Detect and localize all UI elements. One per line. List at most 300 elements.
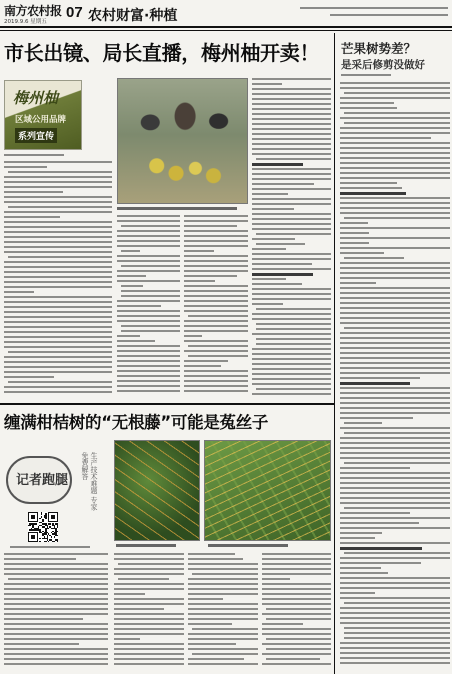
section-divider (0, 403, 334, 405)
text-line (4, 251, 112, 253)
qr-module (54, 541, 55, 542)
text-line (4, 286, 112, 288)
text-line (252, 278, 286, 280)
text-line (340, 447, 450, 449)
text-line (252, 153, 331, 155)
bottom-body-column-2 (114, 553, 184, 670)
text-line (192, 573, 258, 575)
text-line (121, 250, 140, 252)
text-line (252, 318, 331, 320)
text-line (252, 258, 331, 260)
text-line (340, 307, 450, 309)
text-line (262, 653, 331, 655)
text-line (4, 376, 54, 378)
text-line (114, 648, 184, 650)
text-line (252, 143, 331, 145)
text-line (4, 361, 112, 363)
text-line (4, 588, 108, 590)
text-line (252, 368, 331, 370)
text-line (252, 348, 331, 350)
text-line (340, 472, 450, 474)
text-line (117, 300, 180, 302)
text-line (4, 261, 112, 263)
text-line (340, 132, 450, 134)
text-line (121, 295, 180, 297)
text-line (340, 392, 450, 394)
text-line (344, 632, 450, 634)
text-line (344, 422, 382, 424)
header-website-line (330, 14, 448, 16)
text-line (184, 295, 248, 297)
text-line (121, 225, 180, 227)
text-line (340, 312, 450, 314)
text-line (184, 375, 248, 377)
text-line (252, 203, 331, 205)
text-line (340, 167, 450, 169)
text-line (340, 582, 450, 584)
qr-module (54, 536, 55, 537)
text-line (340, 372, 450, 374)
text-line (184, 350, 248, 352)
qr-code (28, 512, 58, 542)
text-line (114, 588, 184, 590)
lead-body-column-4 (252, 78, 331, 399)
qr-module (34, 518, 35, 519)
text-line (4, 558, 76, 560)
text-line (4, 573, 108, 575)
text-line (344, 432, 450, 434)
text-line (340, 572, 388, 574)
text-line (114, 653, 184, 655)
qr-module (57, 541, 58, 542)
text-line (117, 385, 180, 387)
text-line (340, 97, 450, 99)
text-line (114, 598, 184, 600)
text-line (262, 558, 331, 560)
text-line (340, 127, 450, 129)
text-line (256, 388, 331, 390)
text-line (252, 228, 331, 230)
text-line (4, 281, 112, 283)
text-line (121, 325, 180, 327)
text-line (340, 197, 450, 199)
text-line (252, 113, 331, 115)
text-line (4, 211, 112, 213)
text-line (252, 188, 331, 190)
text-line (4, 613, 108, 615)
text-line (184, 385, 248, 387)
text-line (340, 522, 419, 524)
text-line (252, 263, 312, 265)
text-line (184, 370, 248, 372)
qr-module (41, 513, 42, 514)
text-line (114, 638, 140, 640)
text-line (184, 215, 248, 217)
text-line (188, 638, 258, 640)
text-line (117, 390, 180, 392)
text-line (188, 648, 258, 650)
text-line (184, 325, 248, 327)
text-line (262, 633, 331, 635)
text-line (252, 128, 331, 130)
text-line (4, 316, 112, 318)
qr-module (42, 521, 43, 522)
text-line (4, 553, 108, 555)
text-line (340, 562, 421, 564)
text-line (4, 236, 112, 238)
text-line (262, 588, 331, 590)
text-line (188, 593, 258, 595)
text-line (340, 517, 450, 519)
text-line (340, 322, 450, 324)
text-line (252, 293, 331, 295)
section-title: 农村财富·种植 (88, 8, 178, 24)
text-line (4, 216, 60, 218)
sidebar-byline (341, 74, 391, 76)
text-line (4, 653, 108, 655)
text-line (340, 82, 450, 84)
text-line (340, 177, 450, 179)
lead-body-column-3 (184, 215, 248, 399)
text-line (4, 563, 108, 565)
text-line (188, 613, 258, 615)
text-line (252, 168, 331, 170)
text-line (344, 462, 450, 464)
text-line (340, 297, 450, 299)
text-line (192, 653, 258, 655)
text-line (184, 310, 248, 312)
qr-module (57, 521, 58, 522)
qr-module (39, 538, 40, 539)
text-line (188, 558, 243, 560)
text-line (262, 583, 331, 585)
text-line (117, 335, 140, 337)
text-line (256, 338, 331, 340)
text-line (184, 275, 237, 277)
text-line (4, 186, 112, 188)
text-line (252, 183, 314, 185)
sidebar-headline: 芒果树势差？ (341, 41, 417, 56)
text-line (117, 235, 180, 237)
text-line (117, 365, 180, 367)
text-line (188, 583, 258, 585)
text-line (340, 477, 450, 479)
text-line (340, 402, 450, 404)
text-line (4, 231, 112, 233)
text-line (340, 302, 450, 304)
text-line (340, 287, 450, 289)
text-line (340, 267, 450, 269)
text-line (252, 123, 331, 125)
text-line (121, 265, 180, 267)
text-line (4, 331, 112, 333)
text-line (262, 613, 331, 615)
qr-module (57, 531, 58, 532)
text-line (188, 663, 258, 665)
text-line (188, 553, 235, 555)
text-line (114, 618, 184, 620)
text-line (4, 346, 112, 348)
text-line (252, 88, 331, 90)
text-line (4, 603, 108, 605)
text-line (117, 370, 180, 372)
brand-line-2: 系列宣传 (15, 128, 57, 143)
text-line (4, 196, 112, 198)
text-line (252, 118, 331, 120)
lead-byline (4, 154, 64, 156)
text-line (4, 271, 112, 273)
text-line (344, 112, 450, 114)
column-badge-stamp (6, 456, 72, 504)
text-line (340, 137, 431, 139)
text-line (117, 215, 180, 217)
text-line (262, 663, 331, 665)
text-line (184, 380, 248, 382)
text-line (340, 342, 450, 344)
text-line (340, 352, 450, 354)
text-line (114, 663, 184, 665)
text-line (4, 241, 112, 243)
text-line (4, 386, 112, 388)
text-line (4, 336, 112, 338)
text-line (340, 657, 450, 659)
issue-date: 2019.9.6 星期五 (4, 19, 47, 25)
text-line (188, 643, 236, 645)
text-line (340, 407, 450, 409)
text-line (252, 378, 331, 380)
text-line (340, 547, 422, 550)
text-line (262, 598, 331, 600)
text-line (340, 157, 450, 159)
brand-promo-block (4, 80, 82, 150)
column-badge-note: 生产技术难题 专家免费解答 (81, 452, 98, 511)
text-line (188, 618, 258, 620)
text-line (4, 366, 112, 368)
text-line (8, 171, 112, 173)
text-line (340, 212, 450, 214)
text-line (252, 138, 331, 140)
text-line (344, 327, 450, 329)
text-line (266, 638, 331, 640)
text-line (252, 148, 331, 150)
text-line (340, 282, 376, 284)
text-line (4, 266, 112, 268)
text-line (340, 647, 450, 649)
text-line (340, 502, 450, 504)
text-line (340, 147, 450, 149)
text-line (340, 607, 450, 609)
text-line (184, 390, 248, 392)
text-line (256, 243, 305, 245)
text-line (252, 213, 331, 215)
text-line (252, 288, 331, 290)
qr-module (37, 541, 38, 542)
text-line (4, 321, 112, 323)
sidebar-body-column (340, 82, 450, 670)
text-line (262, 623, 303, 625)
text-line (262, 573, 331, 575)
text-line (252, 208, 294, 210)
text-line (4, 633, 108, 635)
header-rule-thin (0, 30, 452, 31)
text-line (266, 648, 331, 650)
text-line (340, 452, 450, 454)
text-line (4, 593, 108, 595)
text-line (8, 256, 112, 258)
text-line (344, 637, 450, 639)
text-line (188, 345, 248, 347)
text-line (184, 290, 248, 292)
text-line (340, 622, 450, 624)
text-line (340, 387, 450, 389)
text-line (252, 223, 331, 225)
lead-headline: 市长出镜、局长直播，梅州柚开卖！ (4, 41, 320, 65)
text-line (252, 253, 331, 255)
qr-module (41, 516, 42, 517)
text-line (188, 608, 258, 610)
text-line (114, 643, 184, 645)
text-line (117, 350, 180, 352)
bottom-body-column-4 (262, 553, 331, 670)
text-line (340, 467, 410, 469)
text-line (340, 537, 375, 539)
text-line (117, 245, 180, 247)
text-line (4, 291, 34, 293)
text-line (8, 351, 112, 353)
text-line (262, 628, 331, 630)
text-line (252, 298, 331, 300)
text-line (340, 617, 450, 619)
text-line (4, 623, 108, 625)
text-line (117, 355, 180, 357)
text-line (340, 512, 410, 514)
text-line (117, 255, 180, 257)
text-line (252, 358, 331, 360)
text-line (340, 597, 450, 599)
text-line (262, 578, 290, 580)
qr-module (48, 528, 49, 529)
text-line (340, 652, 450, 654)
text-line (188, 658, 244, 660)
text-line (266, 658, 320, 660)
text-line (188, 578, 258, 580)
text-line (344, 602, 450, 604)
text-line (340, 612, 450, 614)
text-line (340, 487, 450, 489)
lead-body-column-2 (117, 215, 180, 399)
text-line (340, 252, 384, 254)
text-line (340, 532, 382, 534)
text-line (184, 360, 228, 362)
text-line (252, 83, 282, 85)
text-line (340, 457, 450, 459)
text-line (340, 427, 450, 429)
text-line (340, 542, 450, 544)
text-line (117, 360, 180, 362)
text-line (252, 93, 331, 95)
text-line (262, 643, 331, 645)
text-line (340, 242, 369, 244)
text-line (340, 117, 450, 119)
text-line (266, 618, 331, 620)
text-line (340, 527, 450, 529)
text-line (252, 163, 303, 166)
text-line (114, 583, 184, 585)
text-line (340, 377, 420, 379)
text-line (340, 207, 450, 209)
text-line (4, 221, 112, 223)
text-line (184, 300, 248, 302)
text-line (188, 633, 258, 635)
text-line (184, 280, 215, 282)
text-line (4, 608, 108, 610)
text-line (252, 238, 295, 240)
text-line (4, 181, 112, 183)
text-line (117, 305, 161, 307)
text-line (4, 618, 83, 620)
text-line (184, 220, 248, 222)
text-line (340, 337, 450, 339)
text-line (340, 262, 450, 264)
text-line (256, 323, 331, 325)
text-line (4, 201, 112, 203)
text-line (340, 347, 450, 349)
text-line (340, 417, 413, 419)
text-line (117, 375, 180, 377)
text-line (117, 380, 180, 382)
text-line (340, 567, 381, 569)
text-line (340, 152, 450, 154)
qr-module (29, 525, 30, 526)
text-line (252, 273, 313, 276)
brand-name: 梅州柚 (13, 89, 59, 107)
text-line (117, 340, 155, 342)
qr-module (51, 536, 52, 537)
text-line (252, 178, 331, 180)
text-line (117, 280, 180, 282)
text-line (188, 563, 258, 565)
text-line (188, 588, 258, 590)
text-line (340, 292, 450, 294)
text-line (4, 648, 108, 650)
text-line (184, 260, 248, 262)
text-line (344, 257, 404, 259)
text-line (252, 303, 283, 305)
text-line (184, 285, 248, 287)
text-line (114, 593, 145, 595)
qr-module (54, 518, 55, 519)
text-line (252, 248, 286, 250)
qr-module (57, 535, 58, 536)
column-divider (334, 33, 335, 674)
dodder-photo-1 (114, 440, 200, 541)
text-line (4, 583, 108, 585)
text-line (340, 412, 450, 414)
text-line (340, 142, 450, 144)
text-line (121, 290, 180, 292)
text-line (344, 122, 450, 124)
text-line (4, 658, 108, 660)
text-line (4, 628, 108, 630)
qr-module (39, 541, 40, 542)
text-line (4, 246, 112, 248)
text-line (340, 497, 450, 499)
text-line (114, 573, 184, 575)
text-line (188, 355, 248, 357)
text-line (340, 187, 402, 189)
text-line (188, 598, 223, 600)
text-line (4, 306, 112, 308)
